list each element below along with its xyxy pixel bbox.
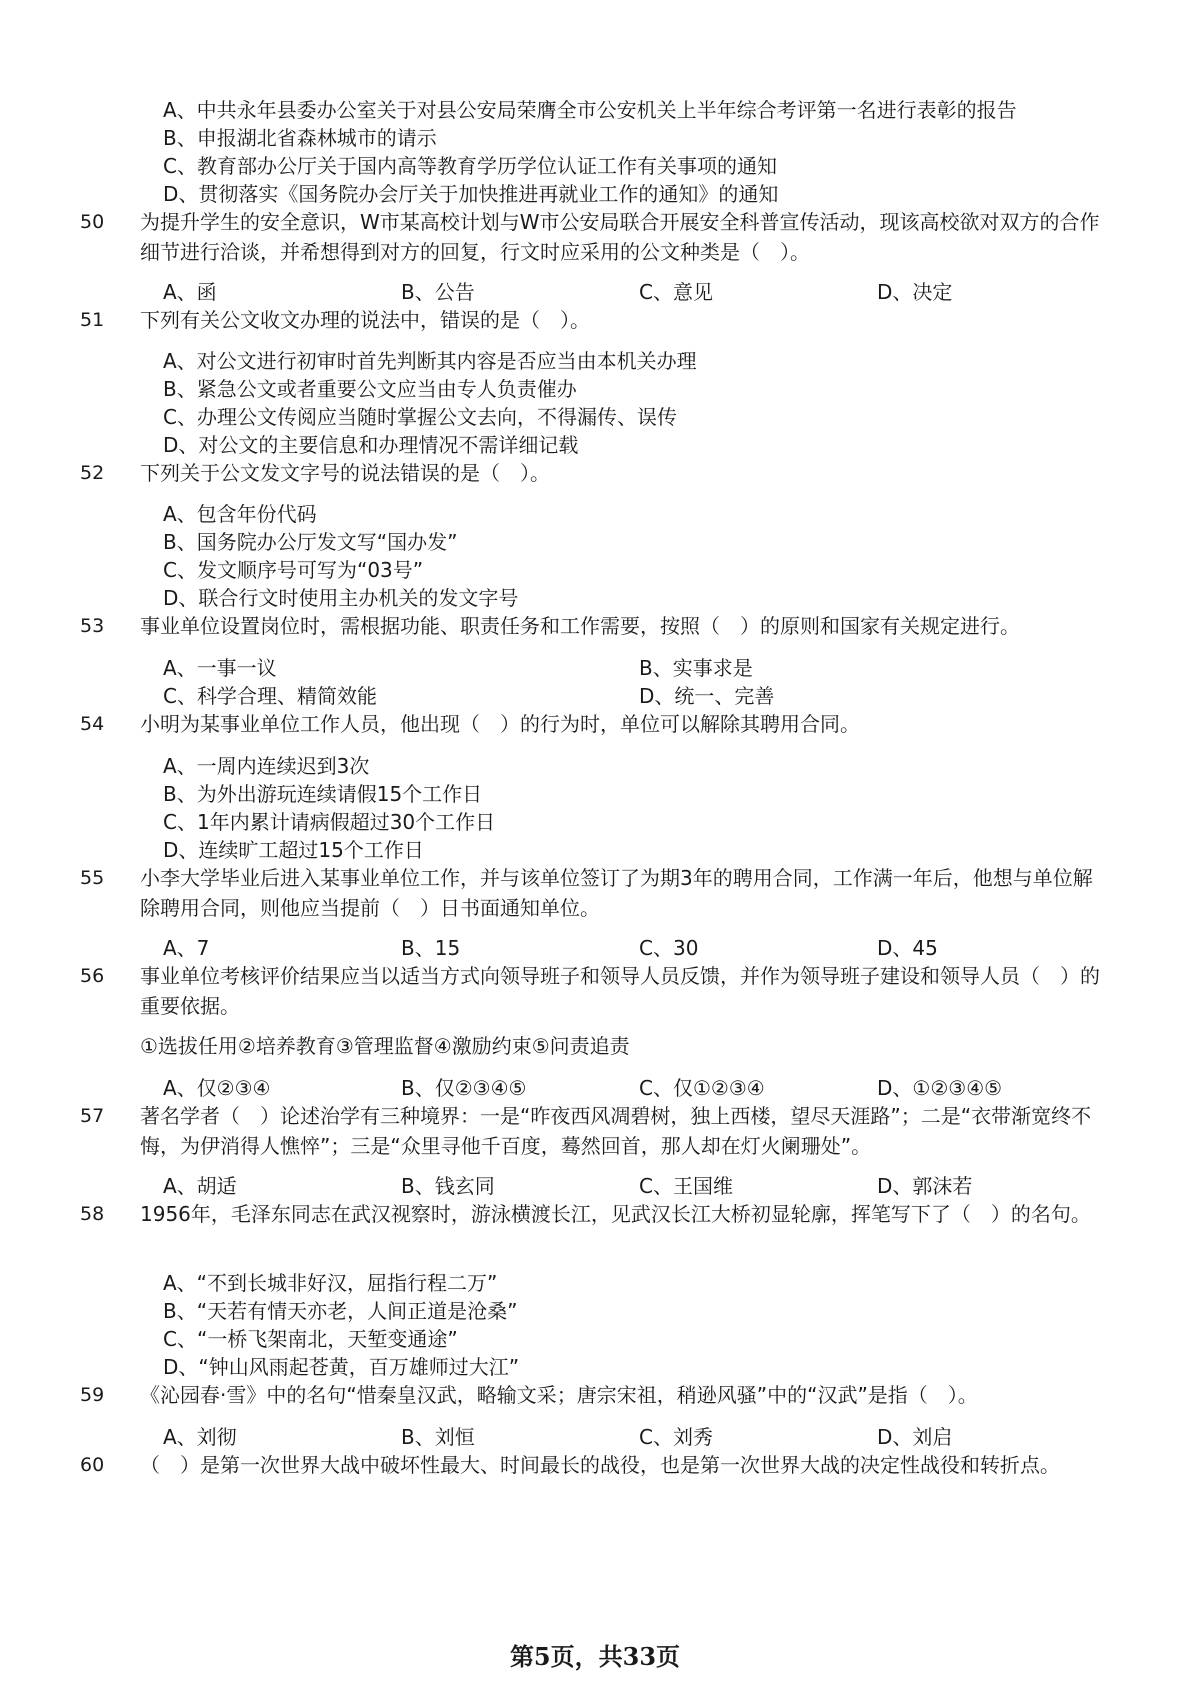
- question-stem: 事业单位设置岗位时，需根据功能、职责任务和工作需要，按照（ ）的原则和国家有关规定进行。: [140, 614, 1020, 638]
- question-items: ①选拔任用②培养教育③管理监督④激励约束⑤问责追责: [140, 1034, 630, 1058]
- option-50-d: D、决定: [877, 280, 953, 304]
- option-57-a: A、胡适: [163, 1174, 237, 1198]
- option-56-a: A、仅②③④: [163, 1076, 271, 1100]
- question-stem: 为提升学生的安全意识，W市某高校计划与W市公安局联合开展安全科普宣传活动，现该高校欲对双方的合作细节进行洽谈，并希想得到对方的回复，行文时应采用的公文种类是（ ）。: [140, 210, 1100, 264]
- question-stem: 1956年，毛泽东同志在武汉视察时，游泳横渡长江，见武汉长江大桥初显轮廓，挥笔写下了（ ）的名句。: [140, 1202, 1091, 1226]
- option-51-b: B、紧急公文或者重要公文应当由专人负责催办: [163, 377, 577, 401]
- option-53-b: B、实事求是: [639, 656, 753, 680]
- question-stem: 下列关于公文发文字号的说法错误的是（ ）。: [140, 461, 550, 485]
- option-49-b: B、申报湖北省森林城市的请示: [163, 126, 437, 150]
- question-number: 51: [80, 309, 105, 331]
- option-52-d: D、联合行文时使用主办机关的发文字号: [163, 586, 519, 610]
- question-number: 53: [80, 615, 105, 637]
- option-54-a: A、一周内连续迟到3次: [163, 754, 370, 778]
- option-59-d: D、刘启: [877, 1425, 953, 1449]
- question-stem: 事业单位考核评价结果应当以适当方式向领导班子和领导人员反馈，并作为领导班子建设和领导人员（ ）的重要依据。: [140, 964, 1100, 1018]
- page-number-footer: 第5页，共33页: [509, 1642, 681, 1671]
- option-59-c: C、刘秀: [639, 1425, 713, 1449]
- question-stem: （ ）是第一次世界大战中破坏性最大、时间最长的战役，也是第一次世界大战的决定性战役和转折点。: [140, 1453, 1060, 1477]
- option-54-c: C、1年内累计请病假超过30个工作日: [163, 810, 496, 834]
- option-57-b: B、钱玄同: [401, 1174, 495, 1198]
- option-53-a: A、一事一议: [163, 656, 277, 680]
- question-number: 56: [80, 965, 105, 987]
- option-53-c: C、科学合理、精简效能: [163, 684, 377, 708]
- question-stem: 下列有关公文收文办理的说法中，错误的是（ ）。: [140, 308, 590, 332]
- question-number: 58: [80, 1203, 105, 1225]
- option-59-a: A、刘彻: [163, 1425, 237, 1449]
- question-number: 57: [80, 1105, 105, 1127]
- option-58-c: C、“一桥飞架南北，天堑变通途”: [163, 1327, 458, 1351]
- option-55-a: A、7: [163, 936, 210, 960]
- option-55-b: B、15: [401, 936, 461, 960]
- option-51-d: D、对公文的主要信息和办理情况不需详细记载: [163, 433, 579, 457]
- option-58-b: B、“天若有情天亦老，人间正道是沧桑”: [163, 1299, 518, 1323]
- option-52-c: C、发文顺序号可写为“03号”: [163, 558, 424, 582]
- option-51-c: C、办理公文传阅应当随时掌握公文去向，不得漏传、误传: [163, 405, 677, 429]
- option-51-a: A、对公文进行初审时首先判断其内容是否应当由本机关办理: [163, 349, 697, 373]
- question-stem: 《沁园春·雪》中的名句“惜秦皇汉武，略输文采；唐宗宋祖，稍逊风骚”中的“汉武”是指（ ）。: [140, 1383, 978, 1407]
- option-58-d: D、“钟山风雨起苍黄，百万雄师过大江”: [163, 1355, 520, 1379]
- option-49-c: C、教育部办公厅关于国内高等教育学历学位认证工作有关事项的通知: [163, 154, 777, 178]
- option-58-a: A、“不到长城非好汉，屈指行程二万”: [163, 1271, 498, 1295]
- option-49-a: A、中共永年县委办公室关于对县公安局荣膺全市公安机关上半年综合考评第一名进行表彰的报告: [163, 98, 1017, 122]
- option-50-a: A、函: [163, 280, 217, 304]
- question-number: 55: [80, 867, 105, 889]
- option-53-d: D、统一、完善: [639, 684, 775, 708]
- option-57-c: C、王国维: [639, 1174, 733, 1198]
- option-56-d: D、①②③④⑤: [877, 1076, 1003, 1100]
- question-stem: 著名学者（ ）论述治学有三种境界：一是“昨夜西风凋碧树，独上西楼，望尽天涯路”；二是“衣带渐宽终不悔，为伊消得人憔悴”；三是“众里寻他千百度，蓦然回首，那人却在灯火阑珊处”。: [140, 1104, 1092, 1158]
- option-52-b: B、国务院办公厅发文写“国办发”: [163, 530, 458, 554]
- option-54-d: D、连续旷工超过15个工作日: [163, 838, 424, 862]
- question-number: 59: [80, 1384, 105, 1406]
- option-57-d: D、郭沫若: [877, 1174, 973, 1198]
- question-stem: 小李大学毕业后进入某事业单位工作，并与该单位签订了为期3年的聘用合同，工作满一年后，他想与单位解除聘用合同，则他应当提前（ ）日书面通知单位。: [140, 866, 1093, 920]
- option-49-d: D、贯彻落实《国务院办会厅关于加快推进再就业工作的通知》的通知: [163, 182, 779, 206]
- option-54-b: B、为外出游玩连续请假15个工作日: [163, 782, 483, 806]
- option-56-b: B、仅②③④⑤: [401, 1076, 527, 1100]
- option-52-a: A、包含年份代码: [163, 502, 317, 526]
- option-55-c: C、30: [639, 936, 699, 960]
- option-50-c: C、意见: [639, 280, 713, 304]
- option-56-c: C、仅①②③④: [639, 1076, 765, 1100]
- question-number: 54: [80, 713, 105, 735]
- option-59-b: B、刘恒: [401, 1425, 475, 1449]
- question-stem: 小明为某事业单位工作人员，他出现（ ）的行为时，单位可以解除其聘用合同。: [140, 712, 860, 736]
- question-number: 50: [80, 211, 105, 233]
- question-number: 60: [80, 1454, 105, 1476]
- question-number: 52: [80, 462, 105, 484]
- option-50-b: B、公告: [401, 280, 475, 304]
- option-55-d: D、45: [877, 936, 938, 960]
